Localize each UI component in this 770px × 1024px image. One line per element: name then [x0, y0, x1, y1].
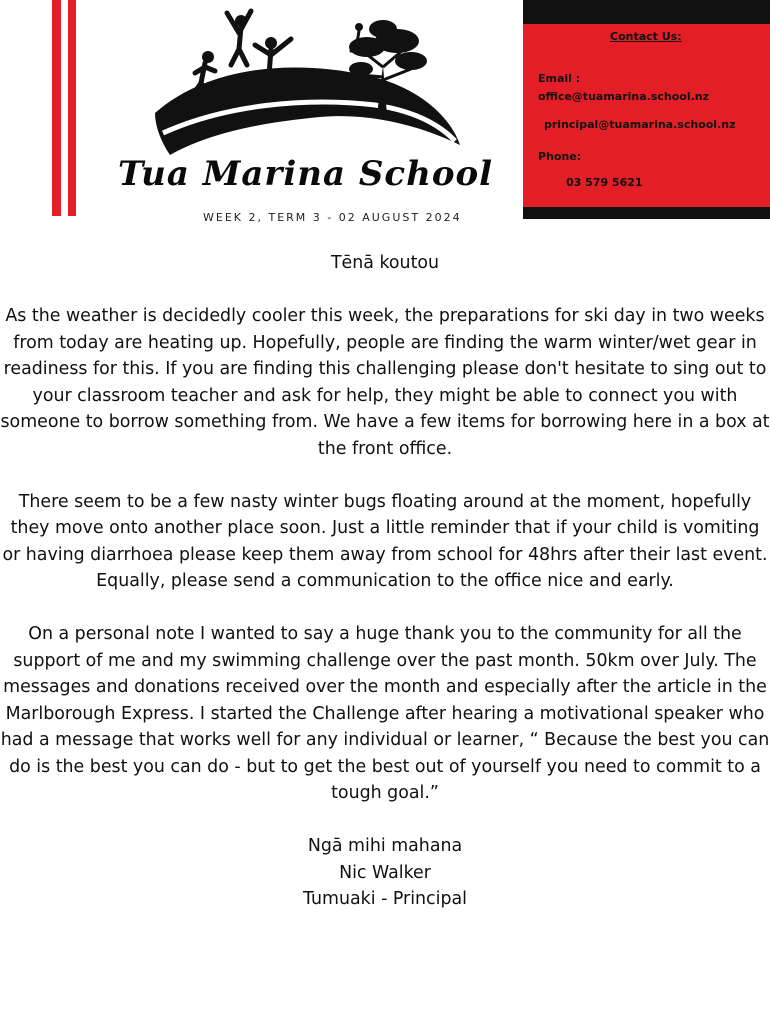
phone-number: 03 579 5621 — [566, 176, 643, 189]
email-office-link[interactable]: office@tuamarina.school.nz — [538, 90, 710, 103]
letter-paragraph-1: As the weather is decidedly cooler this week, the preparations for ski day in two weeks from today are heating up. Hopefully, people are finding the warm winter/wet gear in readiness for this. If you are finding this challenging please don't hesitate to sing out to your classroom teacher and ask for help, they might be able to connect you with someone to borrow something from. We have a few items for borrowing here in a box at the front office. — [0, 306, 770, 459]
signoff: Ngā mihi mahana — [307, 836, 463, 856]
email-label: Email : — [538, 72, 581, 85]
contact-box — [523, 0, 770, 219]
contact-panel — [523, 24, 770, 207]
greeting: Tēnā koutou — [330, 253, 440, 273]
signature-title: Tumuaki - Principal — [303, 889, 467, 909]
contact-title: Contact Us: — [610, 30, 682, 43]
newsletter-date: WEEK 2, TERM 3 - 02 AUGUST 2024 — [203, 211, 462, 224]
red-stripe-left — [52, 0, 61, 216]
email-principal-link[interactable]: principal@tuamarina.school.nz — [544, 118, 736, 131]
signature-name: Nic Walker — [339, 862, 431, 883]
principal-letter — [0, 250, 770, 913]
letter-paragraph-2: There seem to be a few nasty winter bugs floating around at the moment, hopefully they move onto another place soon. Just a little reminder that if your child is vomiting or having diarrhoea please keep them away from school for 48hrs after their last event. Equally, please send a communication to the office nice and early. — [2, 491, 768, 591]
school-name: Tua Marina School — [118, 154, 494, 194]
red-stripe-right — [68, 0, 76, 216]
phone-label: Phone: — [538, 150, 582, 163]
letter-paragraph-3: On a personal note I wanted to say a huge thank you to the community for all the support of me and my swimming challenge over the past month. 50km over July. The messages and donations received over the month and especially after the article in the Marlborough Express. I started the Challenge after hearing a motivational speaker who had a message that works well for any individual or learner, “ Because the best you can do is the best you can do - but to get the best out of yourself you need to commit to a tough goal.” — [0, 624, 770, 803]
